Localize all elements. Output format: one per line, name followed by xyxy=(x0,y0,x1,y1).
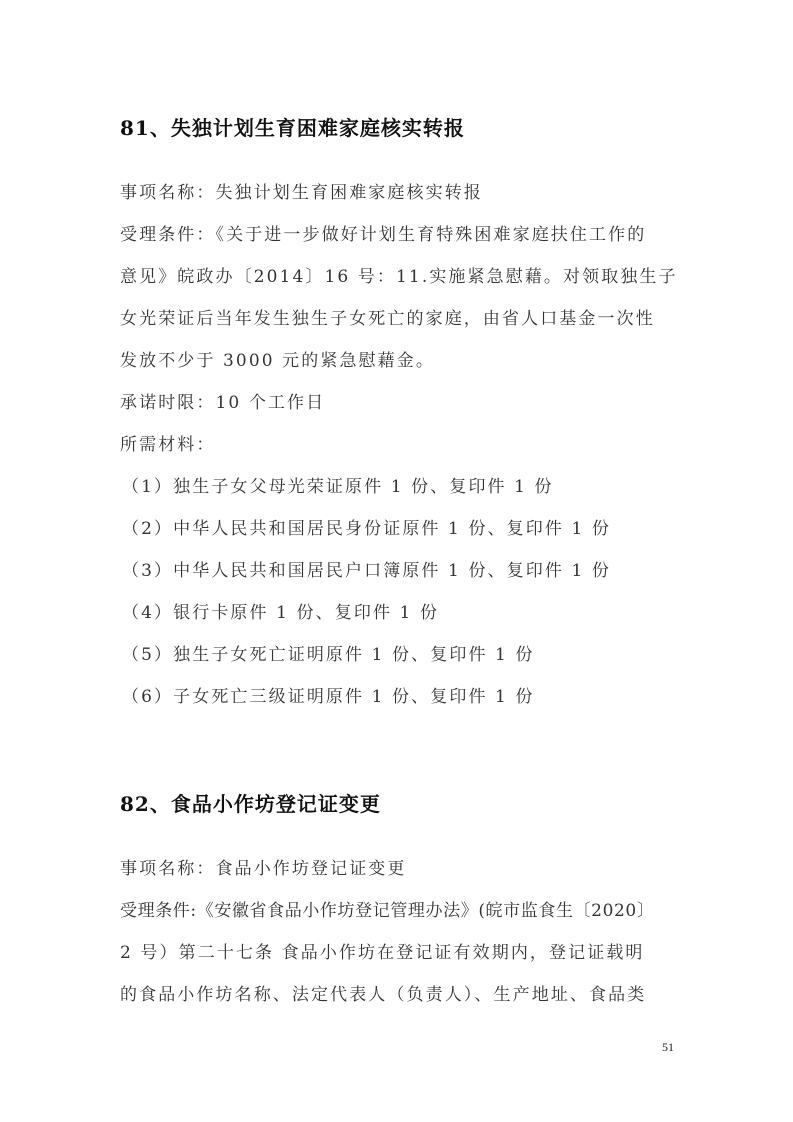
section-81-material-6: （6）子女死亡三级证明原件 1 份、复印件 1 份 xyxy=(122,687,535,707)
section-81-material-2: （2）中华人民共和国居民身份证原件 1 份、复印件 1 份 xyxy=(122,519,611,539)
section-81-conditions-line-4: 发放不少于 3000 元的紧急慰藉金。 xyxy=(120,351,435,371)
section-82-conditions-line-1: 受理条件:《安徽省食品小作坊登记管理办法》(皖市监食生〔2020〕 xyxy=(120,901,655,921)
section-81-item-name: 事项名称：失独计划生育困难家庭核实转报 xyxy=(120,183,483,203)
section-81-time-limit: 承诺时限：10 个工作日 xyxy=(120,393,326,413)
section-81-material-3: （3）中华人民共和国居民户口簿原件 1 份、复印件 1 份 xyxy=(122,561,611,581)
section-82-item-name: 事项名称：食品小作坊登记证变更 xyxy=(120,859,407,879)
section-81-conditions-line-3: 女光荣证后当年发生独生子女死亡的家庭，由省人口基金一次性 xyxy=(120,309,655,329)
section-81-material-4: （4）银行卡原件 1 份、复印件 1 份 xyxy=(122,603,440,623)
section-81-material-1: （1）独生子女父母光荣证原件 1 份、复印件 1 份 xyxy=(122,477,554,497)
page-number: 51 xyxy=(662,1040,674,1054)
section-81-materials-heading: 所需材料： xyxy=(120,435,216,455)
section-81-material-5: （5）独生子女死亡证明原件 1 份、复印件 1 份 xyxy=(122,645,535,665)
section-82-title: 82、食品小作坊登记证变更 xyxy=(120,792,381,816)
section-81-title: 81、失独计划生育困难家庭核实转报 xyxy=(120,116,465,140)
section-81-conditions-line-2: 意见》皖政办〔2014〕16 号：11.实施紧急慰藉。对领取独生子 xyxy=(120,267,678,287)
section-82-conditions-line-2: 2 号）第二十七条 食品小作坊在登记证有效期内，登记证载明 xyxy=(120,943,645,963)
section-82-conditions-line-3: 的食品小作坊名称、法定代表人（负责人）、生产地址、食品类 xyxy=(120,985,647,1005)
section-81-conditions-line-1: 受理条件：《关于进一步做好计划生育特殊困难家庭扶住工作的 xyxy=(120,225,647,245)
